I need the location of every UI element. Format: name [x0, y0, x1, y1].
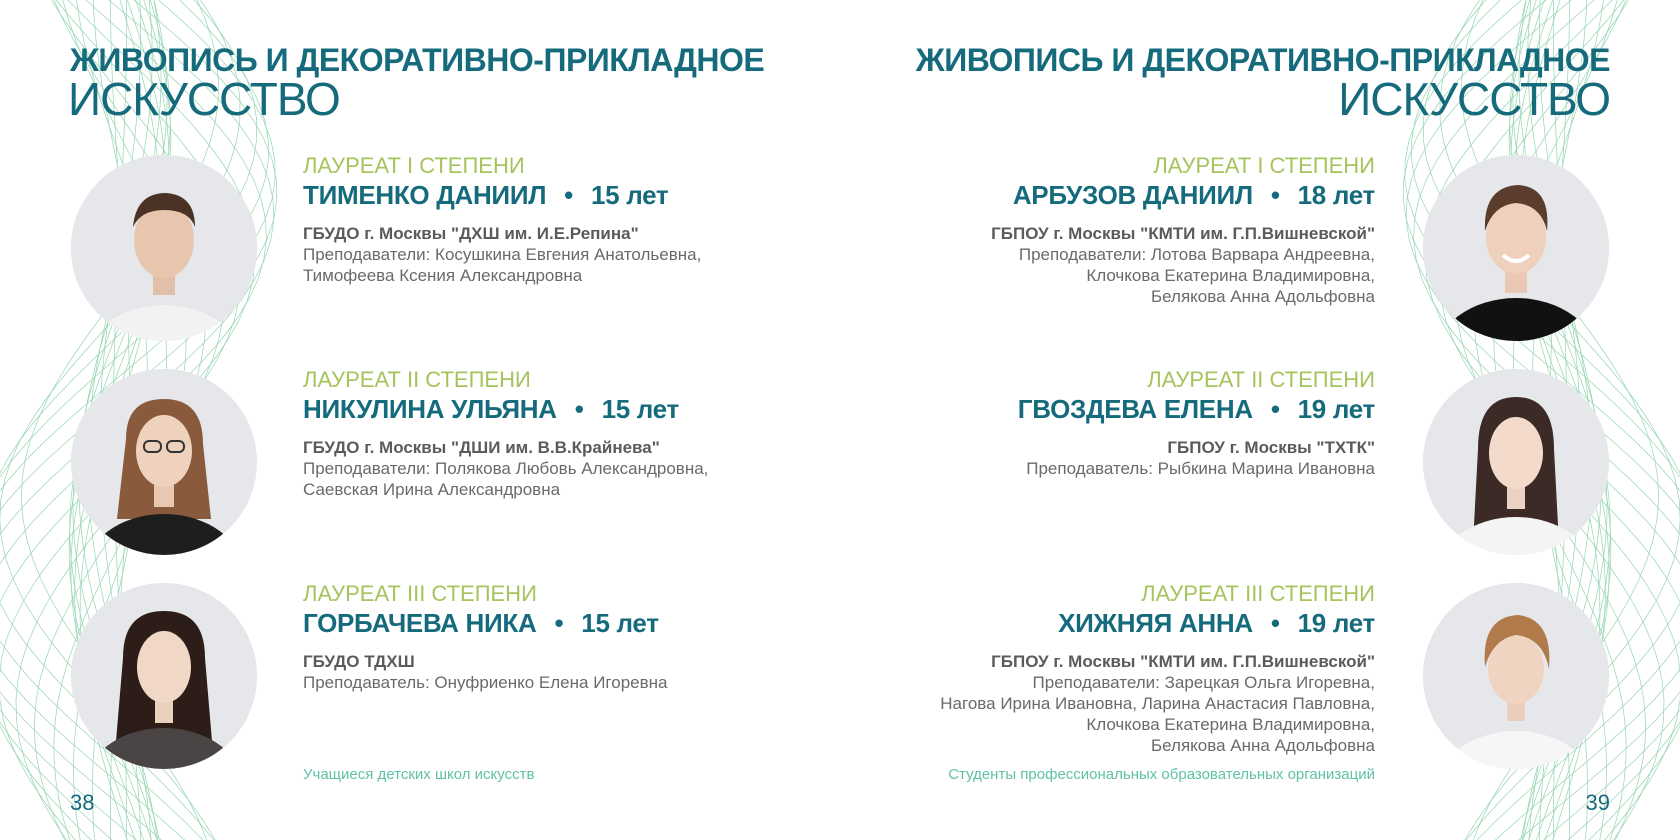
student-name: АРБУЗОВ ДАНИИЛ	[1012, 180, 1253, 210]
teachers-list	[303, 672, 668, 693]
student-age: 19 лет	[1297, 608, 1375, 638]
school-name: ГБУДО ТДХШ	[303, 652, 415, 671]
section-footer-note: Студенты профессиональных образовательных организаций	[948, 766, 1375, 783]
teacher-line: Преподаватели: Лотова Варвара Андреевна,	[1018, 245, 1375, 264]
laureate-entry	[991, 153, 1375, 307]
name-row	[991, 179, 1375, 211]
teacher-line: Преподаватель: Онуфриенко Елена Игоревна	[303, 673, 668, 692]
student-age: 18 лет	[1297, 180, 1375, 210]
teacher-line: Преподаватели: Зарецкая Ольга Игоревна,	[1032, 673, 1375, 692]
teacher-line: Клочкова Екатерина Владимировна,	[1086, 715, 1375, 734]
section-footer-note: Учащиеся детских школ искусств	[303, 766, 535, 783]
page-title-thin: ИСКУССТВО	[1338, 73, 1610, 125]
teachers-list	[991, 244, 1375, 307]
school-name: ГБУДО г. Москвы "ДШИ им. В.В.Крайнева"	[303, 438, 660, 457]
rank-label: ЛАУРЕАТ II СТЕПЕНИ	[1147, 367, 1375, 392]
teacher-line: Преподаватель: Рыбкина Марина Ивановна	[1026, 459, 1375, 478]
teachers-list	[303, 244, 701, 286]
rank-label: ЛАУРЕАТ I СТЕПЕНИ	[1153, 153, 1375, 178]
student-name: ГОРБАЧЕВА НИКА	[303, 608, 537, 638]
rank-label: ЛАУРЕАТ III СТЕПЕНИ	[303, 581, 537, 606]
laureate-entry	[1018, 367, 1375, 479]
teacher-line: Клочкова Екатерина Владимировна,	[1086, 266, 1375, 285]
student-age: 15 лет	[601, 394, 679, 424]
portrait-photo	[71, 369, 257, 555]
page-title-bold: ЖИВОПИСЬ И ДЕКОРАТИВНО-ПРИКЛАДНОЕ	[915, 42, 1610, 78]
page-title-thin: ИСКУССТВО	[68, 73, 340, 125]
portrait-photo	[1423, 155, 1609, 341]
name-row	[303, 607, 668, 639]
teacher-line: Нагова Ирина Ивановна, Ларина Анастасия Павловна,	[940, 694, 1375, 713]
name-row	[303, 393, 708, 425]
bullet-separator: •	[564, 180, 573, 210]
teacher-line: Тимофеева Ксения Александровна	[303, 266, 583, 285]
teacher-line: Белякова Анна Адольфовна	[1151, 287, 1375, 306]
student-name: ГВОЗДЕВА ЕЛЕНА	[1017, 394, 1253, 424]
laureate-entry	[303, 367, 708, 500]
portrait-photo	[71, 155, 257, 341]
student-name: ТИМЕНКО ДАНИИЛ	[303, 180, 547, 210]
bullet-separator: •	[554, 608, 564, 638]
page-number: 39	[1585, 790, 1610, 815]
portrait-photo	[1423, 583, 1609, 769]
student-age: 15 лет	[590, 180, 669, 210]
page-number: 38	[70, 790, 95, 815]
teacher-line: Преподаватели: Полякова Любовь Александровна,	[303, 459, 709, 478]
student-age: 19 лет	[1297, 394, 1375, 424]
bullet-separator: •	[574, 394, 584, 424]
rank-label: ЛАУРЕАТ II СТЕПЕНИ	[303, 367, 531, 392]
student-name: НИКУЛИНА УЛЬЯНА	[303, 394, 557, 424]
name-row	[1018, 393, 1375, 425]
right-page	[840, 0, 1680, 840]
teachers-list	[940, 672, 1375, 756]
portrait-photo	[71, 583, 257, 769]
bullet-separator: •	[1270, 180, 1280, 210]
teacher-line: Преподаватели: Косушкина Евгения Анатольевна,	[303, 245, 702, 264]
rank-label: ЛАУРЕАТ III СТЕПЕНИ	[1141, 581, 1375, 606]
school-name: ГБУДО г. Москвы "ДХШ им. И.Е.Репина"	[303, 224, 639, 243]
student-name: ХИЖНЯЯ АННА	[1058, 608, 1253, 638]
rank-label: ЛАУРЕАТ I СТЕПЕНИ	[303, 153, 525, 178]
laureate-entry	[303, 153, 701, 286]
school-name: ГБПОУ г. Москвы "КМТИ им. Г.П.Вишневской"	[991, 652, 1375, 671]
page-title-bold: ЖИВОПИСЬ И ДЕКОРАТИВНО-ПРИКЛАДНОЕ	[70, 42, 765, 78]
laureate-entry	[940, 581, 1375, 756]
name-row	[303, 179, 701, 211]
bullet-separator: •	[1270, 608, 1280, 638]
teachers-list	[303, 458, 708, 500]
name-row	[940, 607, 1375, 639]
school-name: ГБПОУ г. Москвы "КМТИ им. Г.П.Вишневской"	[991, 224, 1375, 243]
portrait-photo	[1423, 369, 1609, 555]
bullet-separator: •	[1270, 394, 1280, 424]
school-name: ГБПОУ г. Москвы "ТХТК"	[1167, 438, 1375, 457]
laureate-entry	[303, 581, 668, 693]
teacher-line: Саевская Ирина Александровна	[303, 480, 561, 499]
student-age: 15 лет	[581, 608, 659, 638]
teachers-list	[1018, 458, 1375, 479]
teacher-line: Белякова Анна Адольфовна	[1151, 736, 1375, 755]
